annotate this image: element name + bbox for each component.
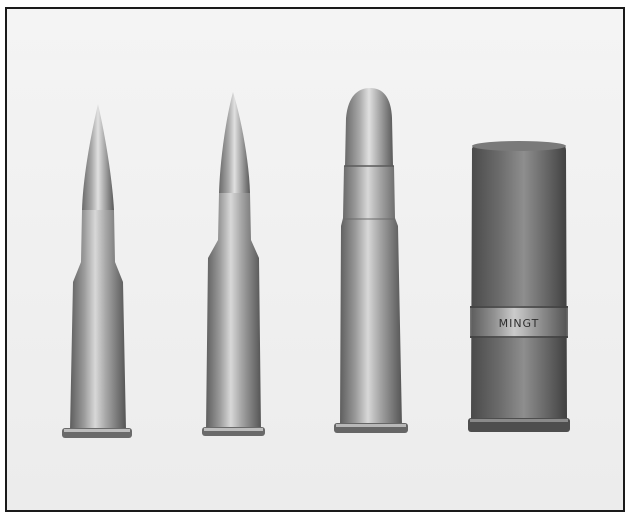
shell-headstamp: MINGT [498,317,540,330]
case-3 [340,166,402,426]
shell-body [471,142,567,420]
shotgun-shell [468,141,570,432]
bullet-3 [345,88,393,166]
